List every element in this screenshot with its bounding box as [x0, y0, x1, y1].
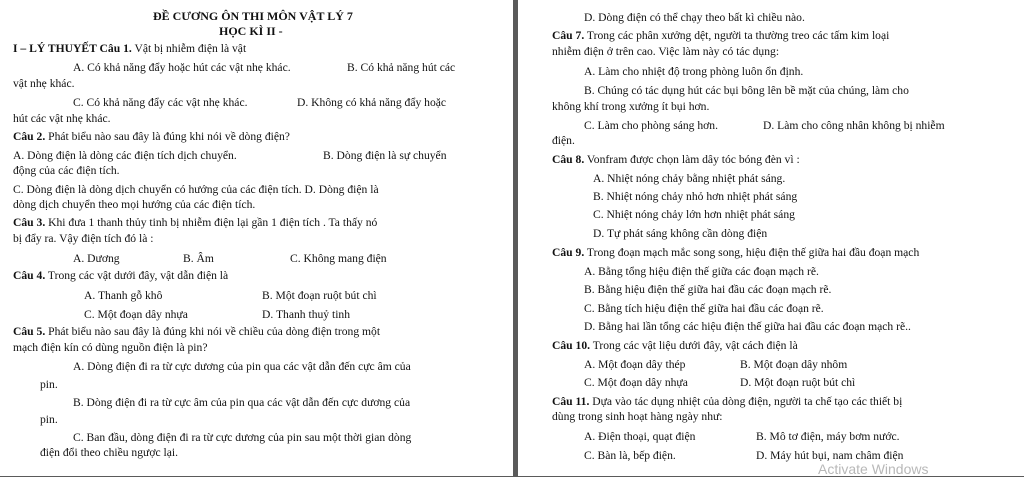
q10-option-c: C. Một đoạn dây nhựa — [584, 376, 688, 389]
q4-option-d: D. Thanh thuỷ tinh — [262, 308, 351, 321]
q1-option-b-cont: vật nhẹ khác. — [13, 77, 75, 90]
q9-option-c: C. Bằng tích hiệu điện thế giữa hai đầu các đoạn rẽ. — [584, 302, 824, 315]
question-1: I – LÝ THUYẾT Câu 1. Vật bị nhiễm điện là vật — [13, 42, 247, 55]
question-2: Câu 2. Phát biểu nào sau đây là đúng khi nói về dòng điện? — [13, 130, 290, 143]
question-11-cont: dùng trong sinh hoạt hàng ngày như: — [552, 410, 723, 423]
q11-option-a: A. Điện thoại, quạt điện — [584, 430, 696, 443]
q7-option-c: C. Làm cho phòng sáng hơn. — [584, 119, 718, 132]
question-10: Câu 10. Trong các vật liệu dưới đây, vật cách điện là — [552, 339, 798, 352]
doc-title: ĐỀ CƯƠNG ÔN THI MÔN VẬT LÝ 7 — [153, 9, 353, 23]
question-8: Câu 8. Vonfram được chọn làm dây tóc bóng đèn vì : — [552, 153, 800, 166]
q1-option-d-cont: hút các vật nhẹ khác. — [13, 112, 111, 125]
question-5-cont: mạch điện kín có dùng nguồn điện là pin? — [13, 341, 208, 354]
q5-option-c: C. Ban đầu, dòng điện đi ra từ cực dương của pin sau một thời gian dòng — [73, 431, 412, 444]
q6-option-d: D. Dòng điện có thể chạy theo bất kì chiều nào. — [584, 11, 805, 24]
q1-option-a: A. Có khả năng đẩy hoặc hút các vật nhẹ khác. — [73, 61, 291, 74]
q3-option-a: A. Dương — [73, 252, 120, 265]
q7-option-a: A. Làm cho nhiệt độ trong phòng luôn ổn định. — [584, 65, 804, 78]
q3-option-b: B. Âm — [183, 252, 214, 265]
q2-option-b: B. Dòng điện là sự chuyển — [323, 149, 447, 162]
q8-option-d: D. Tự phát sáng không cần dòng điện — [593, 227, 768, 240]
q11-option-c: C. Bàn là, bếp điện. — [584, 449, 676, 462]
q7-option-d: D. Làm cho công nhân không bị nhiễm — [763, 119, 945, 132]
q4-option-b: B. Một đoạn ruột bút chì — [262, 289, 377, 302]
q4-option-c: C. Một đoạn dây nhựa — [84, 308, 188, 321]
q10-option-b: B. Một đoạn dây nhôm — [740, 358, 848, 371]
question-5: Câu 5. Phát biểu nào sau đây là đúng khi nói về chiều của dòng điện trong một — [13, 325, 381, 338]
left-page — [0, 0, 513, 476]
q5-option-a-cont: pin. — [40, 378, 58, 391]
q4-option-a: A. Thanh gỗ khô — [84, 289, 163, 302]
q2-option-b-cont: động của các điện tích. — [13, 164, 120, 177]
q9-option-b: B. Bằng hiệu điện thế giữa hai đầu các đoạn mạch rẽ. — [584, 283, 832, 296]
q2-option-a: A. Dòng điện là dòng các điện tích dịch chuyển. — [13, 149, 237, 162]
q11-option-d: D. Máy hút bụi, nam châm điện — [756, 449, 904, 462]
question-3-cont: bị đẩy ra. Vậy điện tích đó là : — [13, 232, 154, 245]
q10-option-d: D. Một đoạn ruột bút chì — [740, 376, 856, 389]
q5-option-c-cont: điện đổi theo chiều ngược lại. — [40, 446, 178, 459]
question-9: Câu 9. Trong đoạn mạch mắc song song, hiệu điện thế giữa hai đầu đoạn mạch — [552, 246, 920, 259]
question-7-cont: nhiễm điện ở trên cao. Việc làm này có tác dụng: — [552, 45, 780, 58]
question-3: Câu 3. Khi đưa 1 thanh thủy tinh bị nhiễm điện lại gần 1 điện tích . Ta thấy nó — [13, 216, 378, 229]
q5-option-b-cont: pin. — [40, 413, 58, 426]
q10-option-a: A. Một đoạn dây thép — [584, 358, 686, 371]
q7-option-b: B. Chúng có tác dụng hút các bụi bông lên bề mặt của chúng, làm cho — [584, 84, 909, 97]
q5-option-b: B. Dòng điện đi ra từ cực âm của pin qua các vật dẫn đến cực dương của — [73, 396, 411, 409]
q3-option-c: C. Không mang điện — [290, 252, 387, 265]
doc-subtitle: HỌC KÌ II - — [219, 24, 283, 38]
question-11: Câu 11. Dựa vào tác dụng nhiệt của dòng điện, người ta chế tạo các thiết bị — [552, 395, 903, 408]
q11-option-b: B. Mô tơ điện, máy bơm nước. — [756, 430, 900, 443]
q9-option-a: A. Bằng tổng hiệu điện thế giữa các đoạn mạch rẽ. — [584, 265, 819, 278]
question-4: Câu 4. Trong các vật dưới đây, vật dẫn điện là — [13, 269, 229, 282]
question-7: Câu 7. Trong các phân xưởng dệt, người ta thường treo các tấm kim loại — [552, 29, 890, 42]
q8-option-a: A. Nhiệt nóng chảy bằng nhiệt phát sáng. — [593, 172, 786, 185]
q1-option-b: B. Có khả năng hút các — [347, 61, 456, 74]
q2-option-c-d: C. Dòng điện là dòng dịch chuyển có hướng của các điện tích. D. Dòng điện là — [13, 183, 379, 196]
q5-option-a: A. Dòng điện đi ra từ cực dương của pin qua các vật dẫn đến cực âm của — [73, 360, 411, 373]
q7-option-d-cont: điện. — [552, 134, 575, 147]
q1-option-c: C. Có khả năng đẩy các vật nhẹ khác. — [73, 96, 248, 109]
q9-option-d: D. Bằng hai lần tổng các hiệu điện thế giữa hai đầu các đoạn mạch rẽ.. — [584, 320, 911, 333]
q8-option-c: C. Nhiệt nóng chảy lớn hơn nhiệt phát sáng — [593, 208, 795, 221]
activation-watermark: Activate Windows — [818, 461, 929, 477]
right-page — [518, 0, 1024, 476]
q2-option-d-cont: dòng dịch chuyển theo mọi hướng của các điện tích. — [13, 198, 256, 211]
q8-option-b: B. Nhiệt nóng chảy nhỏ hơn nhiệt phát sáng — [593, 190, 798, 203]
q7-option-b-cont: không khí trong xưởng ít bụi hơn. — [552, 100, 710, 113]
q1-option-d: D. Không có khả năng đẩy hoặc — [297, 96, 447, 109]
